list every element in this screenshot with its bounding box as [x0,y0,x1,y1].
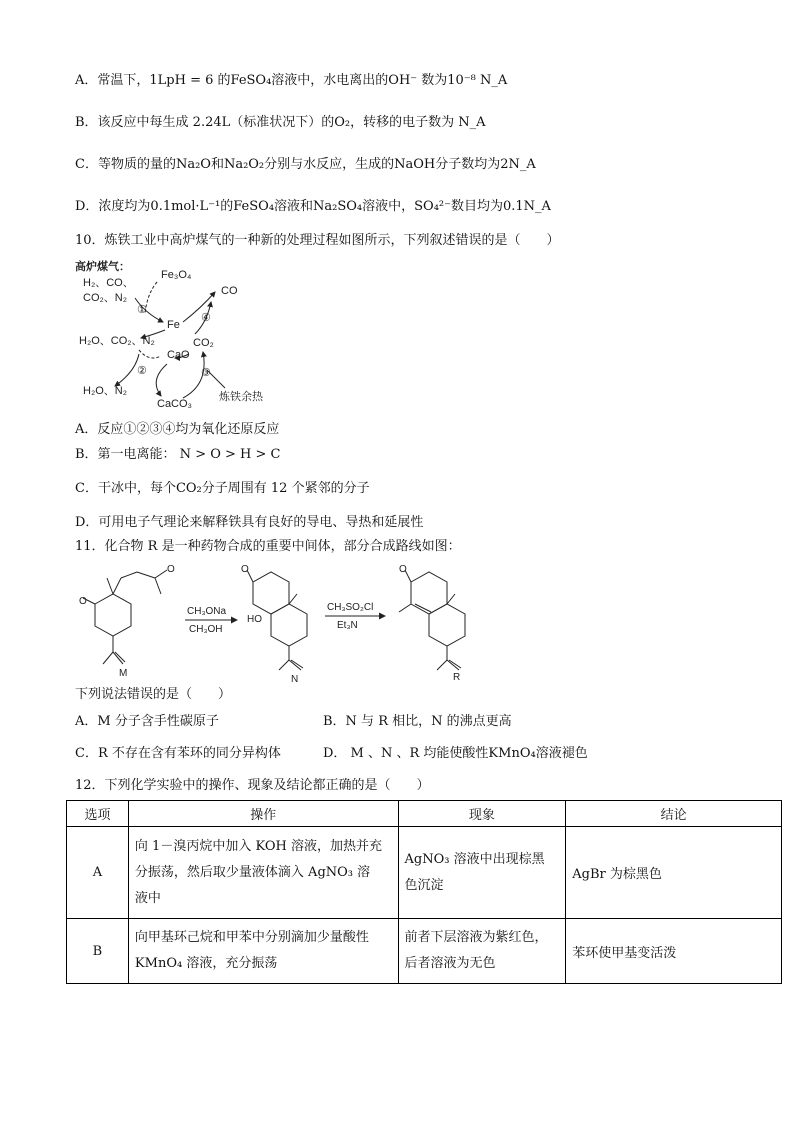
reagent2-bottom: Et₃N [337,620,358,631]
diagram-n3: ③ [201,367,211,379]
q10-option-b: B．第一电离能： N > O > H > C [75,447,281,462]
operation-line: 液中 [134,890,161,906]
diagram-caco3: CaCO₃ [157,398,193,410]
q11-option-a: A．M 分子含手性碳原子 [75,714,219,729]
diagram-fe3o4: Fe₃O₄ [161,269,192,281]
diagram-fe: Fe [167,319,180,331]
row-phenomenon [398,827,566,919]
compound-n-label: N [291,674,299,684]
q11-option-d: D． M 、N 、R 均能使酸性KMnO₄溶液褪色 [323,746,588,761]
compound-r-label: R [453,672,461,683]
reagent1-bottom: CH₃OH [189,624,223,635]
diagram-out: H₂O、N₂ [83,385,127,397]
diagram-mid: H₂O、CO₂、N₂ [79,335,155,347]
compound-m [83,570,167,664]
q9-option-b: B．该反应中每生成 2.24L（标准状况下）的O₂，转移的电子数为 N_A [75,115,486,130]
blast-furnace-gas-diagram [75,258,275,414]
phenomenon-line: 后者溶液为无色 [404,956,496,971]
q11-stem: 11．化合物 R 是一种药物合成的重要中间体，部分合成路线如图： [75,539,461,554]
m-oxo-label-2: O [167,564,175,575]
row-conclusion: AgBr 为棕黑色 [566,827,782,919]
q9-option-d: D．浓度均为0.1mol·L⁻¹的FeSO₄溶液和Na₂SO₄溶液中，SO₄²⁻数目均为0.1N_A [75,199,551,214]
diagram-heat: 炼铁余热 [219,391,263,403]
row-phenomenon [398,919,566,984]
table-header-row [67,801,782,827]
diagram-n1: ① [137,304,147,316]
row-option: B [67,919,129,984]
m-oxo-label: O [79,596,87,607]
q10-option-a: A．反应①②③④均为氧化还原反应 [75,422,280,437]
phenomenon-line: 色沉淀 [404,877,444,893]
operation-line: KMnO₄ 溶液，充分振荡 [134,956,278,971]
diagram-co: CO [221,285,238,297]
header-option: 选项 [67,801,129,827]
q11-prompt: 下列说法错误的是（ ） [75,687,232,702]
synthesis-route-scheme [75,560,495,684]
row-conclusion: 苯环使甲基变活泼 [566,919,782,984]
n-oxo-label: O [241,564,249,575]
header-operation: 操作 [128,801,398,827]
row-operation [128,827,398,919]
row-option: A [67,827,129,919]
row-operation [128,919,398,984]
diagram-n2: ② [137,365,147,377]
diagram-label-gas: 高炉煤气： [75,261,130,273]
compound-r [399,570,465,670]
r-oxo-label: O [399,564,407,575]
phenomenon-line: 前者下层溶液为紫红色， [404,930,548,945]
compound-m-label: M [119,668,128,679]
table-row [67,919,782,984]
q12-stem: 12．下列化学实验中的操作、现象及结论都正确的是（ ） [75,778,430,793]
diagram-gas-line1: H₂、CO、 [83,277,134,289]
q11-option-b: B．N 与 R 相比，N 的沸点更高 [323,714,512,729]
diagram-gas-line2: CO₂、N₂ [83,292,127,304]
q10-option-d: D．可用电子气理论来解释铁具有良好的导电、导热和延展性 [75,515,424,530]
q11-option-c: C．R 不存在含有苯环的同分异构体 [75,746,281,761]
operation-line: 向 1－溴丙烷中加入 KOH 溶液，加热并充 [134,838,382,854]
table-row [67,827,782,919]
reagent2-top: CH₃SO₂Cl [327,602,374,613]
n-hydroxy-label: HO [247,614,262,625]
diagram-n4: ④ [201,312,211,324]
phenomenon-line: AgNO₃ 溶液中出现棕黑 [404,851,545,867]
diagram-co2: CO₂ [193,337,214,349]
header-phenomenon: 现象 [398,801,566,827]
experiment-table [66,800,782,984]
diagram-cao: CaO [167,349,190,361]
reagent1-top: CH₃ONa [187,606,227,617]
q10-option-c: C．干冰中，每个CO₂分子周围有 12 个紧邻的分子 [75,481,370,496]
q9-option-a: A．常温下，1LpH = 6 的FeSO₄溶液中，水电离出的OH⁻ 数为10⁻⁸ N_A [75,73,508,88]
operation-line: 分振荡，然后取少量液体滴入 AgNO₃ 溶 [134,864,371,880]
operation-line: 向甲基环己烷和甲苯中分别滴加少量酸性 [134,930,369,945]
q10-stem: 10．炼铁工业中高炉煤气的一种新的处理过程如图所示，下列叙述错误的是（ ） [75,233,560,248]
header-conclusion: 结论 [566,801,782,827]
q9-option-c: C．等物质的量的Na₂O和Na₂O₂分别与水反应，生成的NaOH分子数均为2N_A [75,157,536,172]
